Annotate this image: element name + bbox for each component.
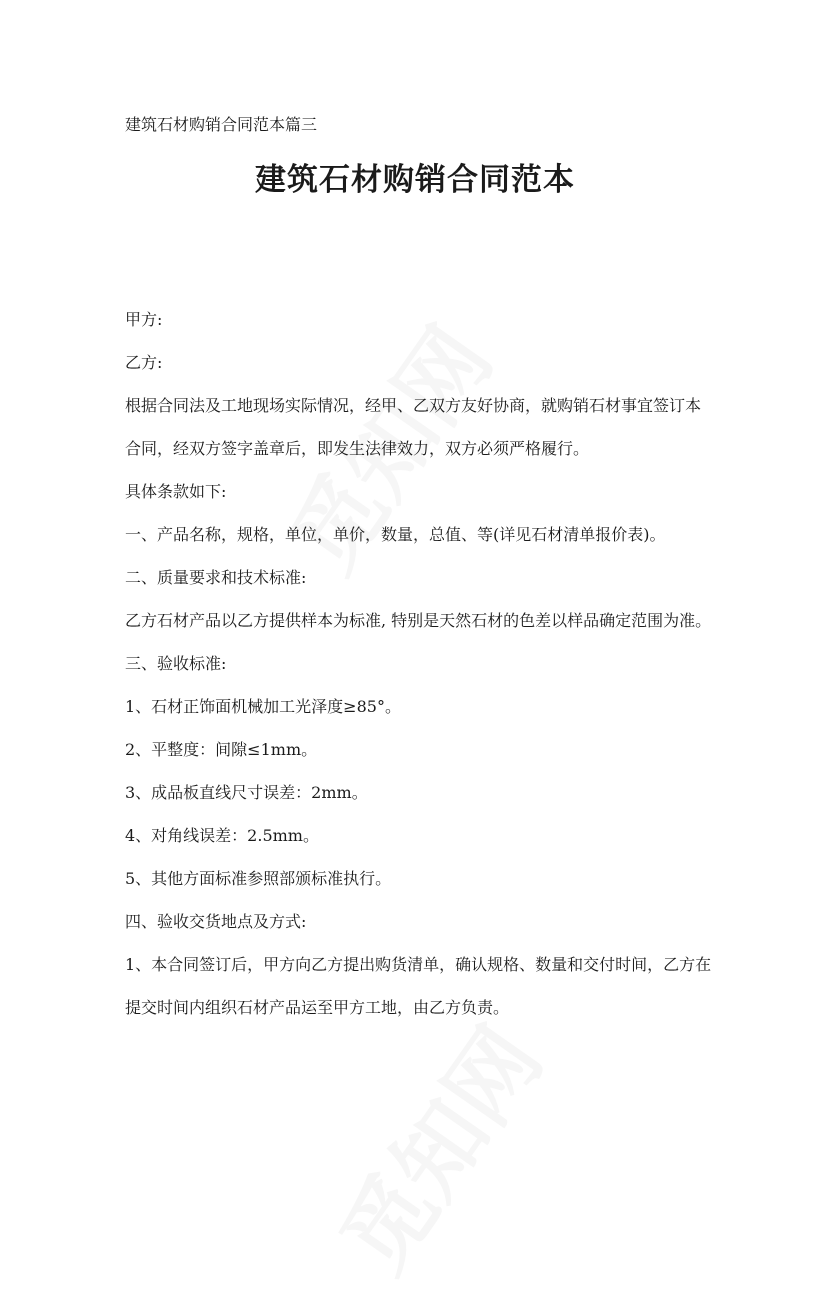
paragraph: 4、对角线误差：2.5mm。 xyxy=(125,826,319,845)
paragraph: 根据合同法及工地现场实际情况，经甲、乙双方友好协商，就购销石材事宜签订本合同，经双方签字盖章后，即发生法律效力，双方必须严格履行。 xyxy=(125,396,702,458)
paragraph: 一、产品名称，规格，单位，单价，数量，总值、等(详见石材清单报价表)。 xyxy=(125,525,666,544)
paragraph: 2、平整度：间隙≤1mm。 xyxy=(125,740,318,759)
document-title: 建筑石材购销合同范本 xyxy=(255,162,575,198)
paragraph: 1、石材正饰面机械加工光泽度≥85°。 xyxy=(125,697,401,716)
paragraph: 5、其他方面标准参照部颁标准执行。 xyxy=(125,869,392,888)
paragraph: 甲方: xyxy=(125,310,163,329)
header-line: 建筑石材购销合同范本篇三 xyxy=(125,115,318,134)
paragraph: 1、本合同签订后，甲方向乙方提出购货清单，确认规格、数量和交付时间，乙方在提交时间内组织石材产品运至甲方工地，由乙方负责。 xyxy=(125,955,712,1017)
paragraph: 四、验收交货地点及方式: xyxy=(125,912,307,931)
paragraph: 具体条款如下: xyxy=(125,482,227,501)
paragraph: 乙方: xyxy=(125,353,163,372)
watermark xyxy=(304,997,565,1293)
paragraph: 三、验收标准: xyxy=(125,654,227,673)
paragraph: 二、质量要求和技术标准: xyxy=(125,568,307,587)
document-body xyxy=(125,298,715,1029)
paragraph: 乙方石材产品以乙方提供样本为标准, 特别是天然石材的色差以样品确定范围为准。 xyxy=(125,611,712,630)
paragraph: 3、成品板直线尺寸误差：2mm。 xyxy=(125,783,368,802)
